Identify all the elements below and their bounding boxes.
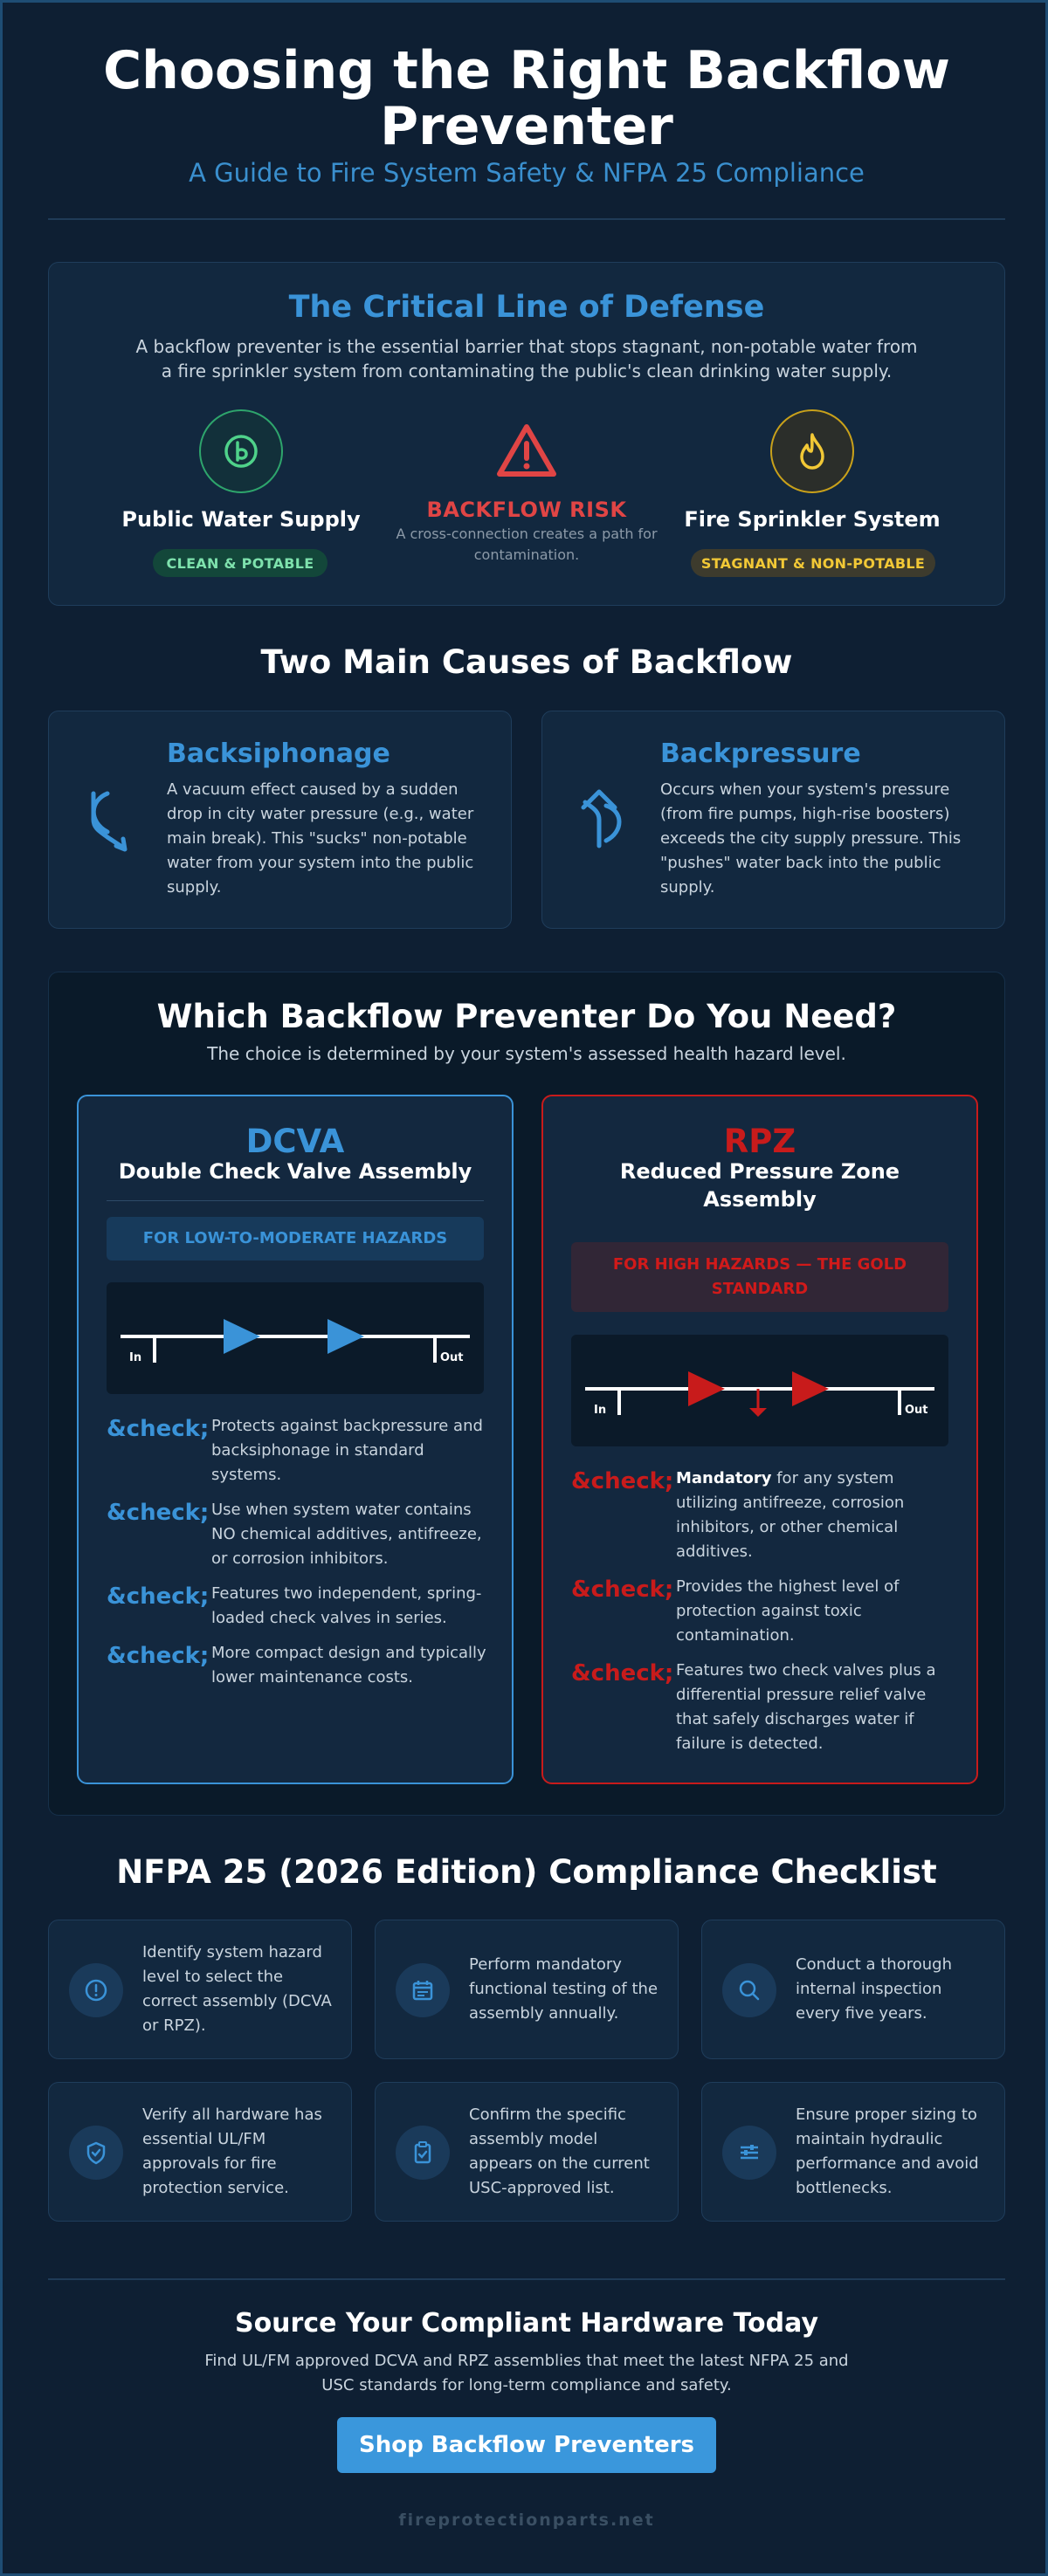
dcva-name: Double Check Valve Assembly [118, 1159, 472, 1184]
dcva-bullet-4: More compact design and typically lower maintenance costs. [211, 1644, 486, 1686]
rpz-bullet-1-rest: for any system utilizing antifreeze, corrosion inhibitors, or other chemical additives. [676, 1469, 905, 1561]
clipboard-check-icon [396, 2126, 450, 2180]
backsiphonage-title: Backsiphonage [167, 738, 390, 769]
warning-triangle-icon [494, 422, 559, 483]
preventer-subtitle: The choice is determined by your system's assessed health hazard level. [207, 1043, 846, 1064]
check-icon: &check; [107, 1583, 210, 1610]
arrow-down-curve-icon [81, 788, 142, 856]
sliders-icon [722, 2126, 776, 2180]
dcva-diagram [107, 1282, 484, 1394]
arrow-up-curve-icon [575, 785, 636, 853]
defense-title: The Critical Line of Defense [288, 290, 765, 325]
header-divider [48, 218, 1005, 220]
checklist-text-6: Ensure proper sizing to maintain hydraulic performance and avoid bottlenecks. [796, 2105, 979, 2197]
rpz-bullet-1-bold: Mandatory [676, 1469, 772, 1487]
dcva-hazard-box: FOR LOW-TO-MODERATE HAZARDS [107, 1217, 484, 1261]
clean-badge: CLEAN & POTABLE [153, 549, 328, 577]
causes-title: Two Main Causes of Backflow [260, 643, 793, 681]
flame-icon [770, 409, 854, 493]
checklist-text-5: Confirm the specific assembly model appears on the current USC-approved list. [469, 2105, 650, 2197]
preventer-title: Which Backflow Preventer Do You Need? [156, 998, 897, 1035]
backflow-risk-label: BACKFLOW RISK [426, 498, 627, 522]
page-subtitle: A Guide to Fire System Safety & NFPA 25 Compliance [189, 158, 865, 188]
check-icon: &check; [107, 1643, 210, 1669]
stagnant-badge: STAGNANT & NON-POTABLE [691, 549, 935, 577]
check-icon: &check; [571, 1468, 674, 1494]
dcva-out-label: Out [440, 1351, 464, 1364]
site-url: fireprotectionparts.net [398, 2511, 655, 2530]
alert-circle-icon [69, 1963, 123, 2017]
rpz-hazard-box: FOR HIGH HAZARDS — THE GOLD STANDARD [571, 1242, 948, 1312]
rpz-diagram [571, 1335, 948, 1446]
footer-text: Find UL/FM approved DCVA and RPZ assemblies that meet the latest NFPA 25 and USC standards for long-term compliance and safety. [204, 2352, 849, 2394]
backpressure-text: Occurs when your system's pressure (from fire pumps, high-rise boosters) exceeds the city supply pressure. This "pushes" water back into the public supply. [660, 780, 962, 896]
rpz-out-label: Out [905, 1404, 928, 1417]
backpressure-title: Backpressure [660, 738, 861, 769]
public-water-label: Public Water Supply [121, 507, 361, 532]
shield-check-icon [69, 2126, 123, 2180]
search-icon [722, 1963, 776, 2017]
shop-button[interactable]: Shop Backflow Preventers [337, 2417, 716, 2473]
rpz-bullet-1 [676, 1467, 954, 1564]
footer-divider [48, 2278, 1005, 2280]
check-icon: &check; [571, 1577, 674, 1603]
footer-title: Source Your Compliant Hardware Today [234, 2308, 819, 2339]
fire-sprinkler-label: Fire Sprinkler System [684, 507, 941, 532]
dcva-abbr: DCVA [245, 1123, 345, 1160]
page-title: Choosing the Right Backflow Preventer [103, 40, 950, 157]
rpz-abbr: RPZ [723, 1123, 796, 1160]
water-drop-icon [199, 409, 283, 493]
calendar-icon [396, 1963, 450, 2017]
dcva-in-label: In [129, 1351, 142, 1364]
dcva-bullet-2: Use when system water contains NO chemical additives, antifreeze, or corrosion inhibitors. [211, 1501, 482, 1568]
defense-description: A backflow preventer is the essential barrier that stops stagnant, non-potable water from a fire sprinkler system from contaminating the public's clean drinking water supply. [135, 336, 918, 381]
dcva-divider [107, 1200, 484, 1201]
rpz-bullet-2: Provides the highest level of protection against toxic contamination. [676, 1577, 900, 1645]
dcva-bullet-1: Protects against backpressure and backsiphonage in standard systems. [211, 1417, 483, 1484]
checklist-text-1: Identify system hazard level to select the correct assembly (DCVA or RPZ). [142, 1943, 332, 2035]
dcva-bullet-3: Features two independent, spring-loaded check valves in series. [211, 1584, 482, 1627]
check-icon: &check; [107, 1500, 210, 1526]
checklist-text-2: Perform mandatory functional testing of the assembly annually. [469, 1955, 658, 2023]
backflow-risk-text: A cross-connection creates a path for contamination. [396, 526, 658, 563]
checklist-text-3: Conduct a thorough internal inspection every five years. [796, 1955, 952, 2023]
checklist-text-4: Verify all hardware has essential UL/FM approvals for fire protection service. [142, 2105, 322, 2197]
checklist-title: NFPA 25 (2026 Edition) Compliance Checklist [116, 1853, 937, 1891]
check-icon: &check; [107, 1416, 210, 1442]
rpz-in-label: In [594, 1404, 607, 1417]
rpz-bullet-3: Features two check valves plus a differential pressure relief valve that safely discharges water if failure is detected. [676, 1661, 936, 1753]
backsiphonage-text: A vacuum effect caused by a sudden drop in city water pressure (e.g., water main break). This "sucks" non-potable water from your system into the public supply. [167, 780, 474, 896]
check-icon: &check; [571, 1660, 674, 1686]
rpz-name: Reduced Pressure Zone Assembly [619, 1159, 900, 1212]
